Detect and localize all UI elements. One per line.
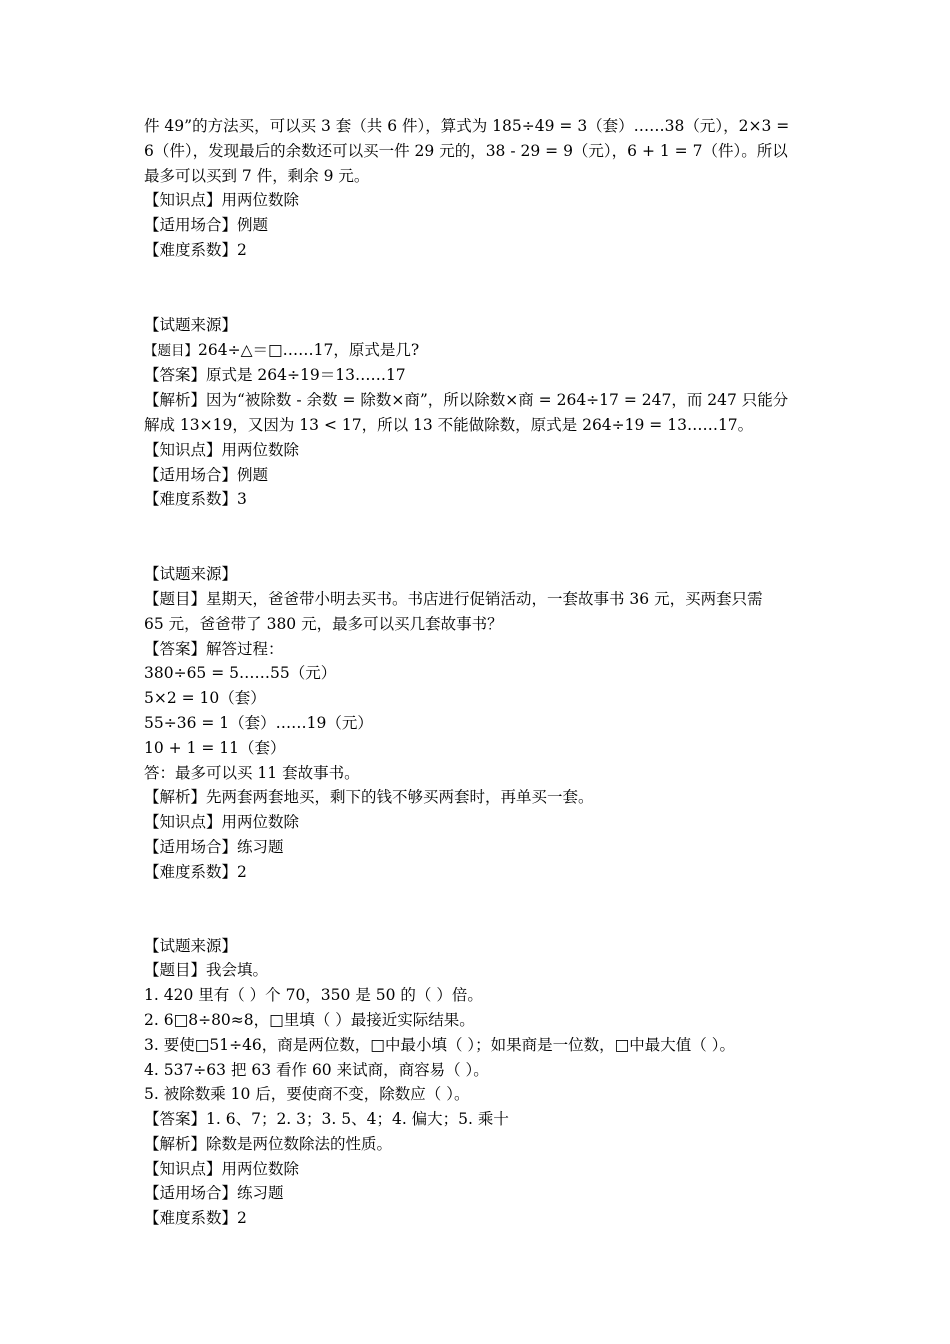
difficulty-level: 【难度系数】3 [144, 490, 247, 509]
question-line: 【题目】星期天，爸爸带小明去买书。书店进行促销活动，一套故事书 36 元，买两套只需 [144, 589, 763, 608]
analysis-line: 6（件），发现最后的余数还可以买一件 29 元的，38 - 29 = 9（元），6 + 1 = 7（件）。所以 [144, 141, 788, 160]
block-3 [144, 562, 816, 884]
analysis-line: 【解析】除数是两位数除法的性质。 [144, 1134, 393, 1153]
document-page [144, 114, 816, 1231]
answer-heading: 【答案】解答过程： [144, 639, 284, 658]
question-source: 【试题来源】 [144, 565, 238, 584]
analysis-line: 解成 13×19，又因为 13 < 17，所以 13 不能做除数，原式是 264÷19 = 13……17。 [144, 415, 754, 434]
knowledge-point: 【知识点】用两位数除 [144, 191, 300, 210]
block-1 [144, 114, 816, 263]
analysis-line: 【解析】因为“被除数 - 余数 = 除数×商”，所以除数×商 = 264÷17 = 247，而 247 只能分 [144, 391, 789, 410]
fill-item: 5. 被除数乘 10 后，要使商不变，除数应（ ）。 [144, 1085, 470, 1104]
question-line: 65 元，爸爸带了 380 元，最多可以买几套故事书？ [144, 614, 503, 633]
question-source: 【试题来源】 [144, 936, 238, 955]
question-line [144, 338, 816, 364]
applicable-occasion: 【适用场合】例题 [144, 465, 269, 484]
analysis-line: 件 49”的方法买，可以买 3 套（共 6 件），算式为 185÷49 = 3（套）……38（元），2×3 = [144, 117, 790, 135]
question-source: 【试题来源】 [144, 315, 238, 334]
block-4 [144, 934, 816, 1232]
applicable-occasion: 【适用场合】例题 [144, 216, 269, 235]
fill-item: 3. 要使□51÷46，商是两位数，□中最小填（ ）；如果商是一位数，□中最大值（ ）。 [144, 1035, 735, 1054]
fill-item: 2. 6□8÷80≈8，□里填（ ）最接近实际结果。 [144, 1010, 475, 1029]
solution-step: 380÷65 = 5……55（元） [144, 664, 337, 683]
knowledge-point: 【知识点】用两位数除 [144, 1159, 300, 1178]
applicable-occasion: 【适用场合】练习题 [144, 1184, 284, 1203]
answer-line: 【答案】原式是 264÷19＝13……17 [144, 366, 406, 385]
question-heading: 【题目】我会填。 [144, 961, 269, 980]
analysis-line: 【解析】先两套两套地买，剩下的钱不够买两套时，再单买一套。 [144, 788, 594, 807]
question-tag: 【题目】 [144, 342, 198, 359]
difficulty-level: 【难度系数】2 [144, 862, 247, 881]
applicable-occasion: 【适用场合】练习题 [144, 837, 284, 856]
solution-step: 10 + 1 = 11（套） [144, 738, 286, 757]
fill-item: 4. 537÷63 把 63 看作 60 来试商，商容易（ ）。 [144, 1060, 489, 1079]
knowledge-point: 【知识点】用两位数除 [144, 813, 300, 832]
knowledge-point: 【知识点】用两位数除 [144, 440, 300, 459]
answer-line: 【答案】1. 6、7；2. 3；3. 5、4；4. 偏大；5. 乘十 [144, 1110, 509, 1129]
difficulty-level: 【难度系数】2 [144, 1209, 247, 1228]
fill-item: 1. 420 里有（ ）个 70，350 是 50 的（ ）倍。 [144, 986, 483, 1005]
solution-step: 55÷36 = 1（套）……19（元） [144, 713, 373, 732]
difficulty-level: 【难度系数】2 [144, 240, 247, 259]
analysis-line: 最多可以买到 7 件，剩余 9 元。 [144, 166, 370, 185]
question-text: 264÷△＝□……17，原式是几? [198, 340, 420, 359]
solution-step: 5×2 = 10（套） [144, 689, 266, 708]
solution-answer: 答：最多可以买 11 套故事书。 [144, 763, 360, 782]
block-2 [144, 313, 816, 512]
